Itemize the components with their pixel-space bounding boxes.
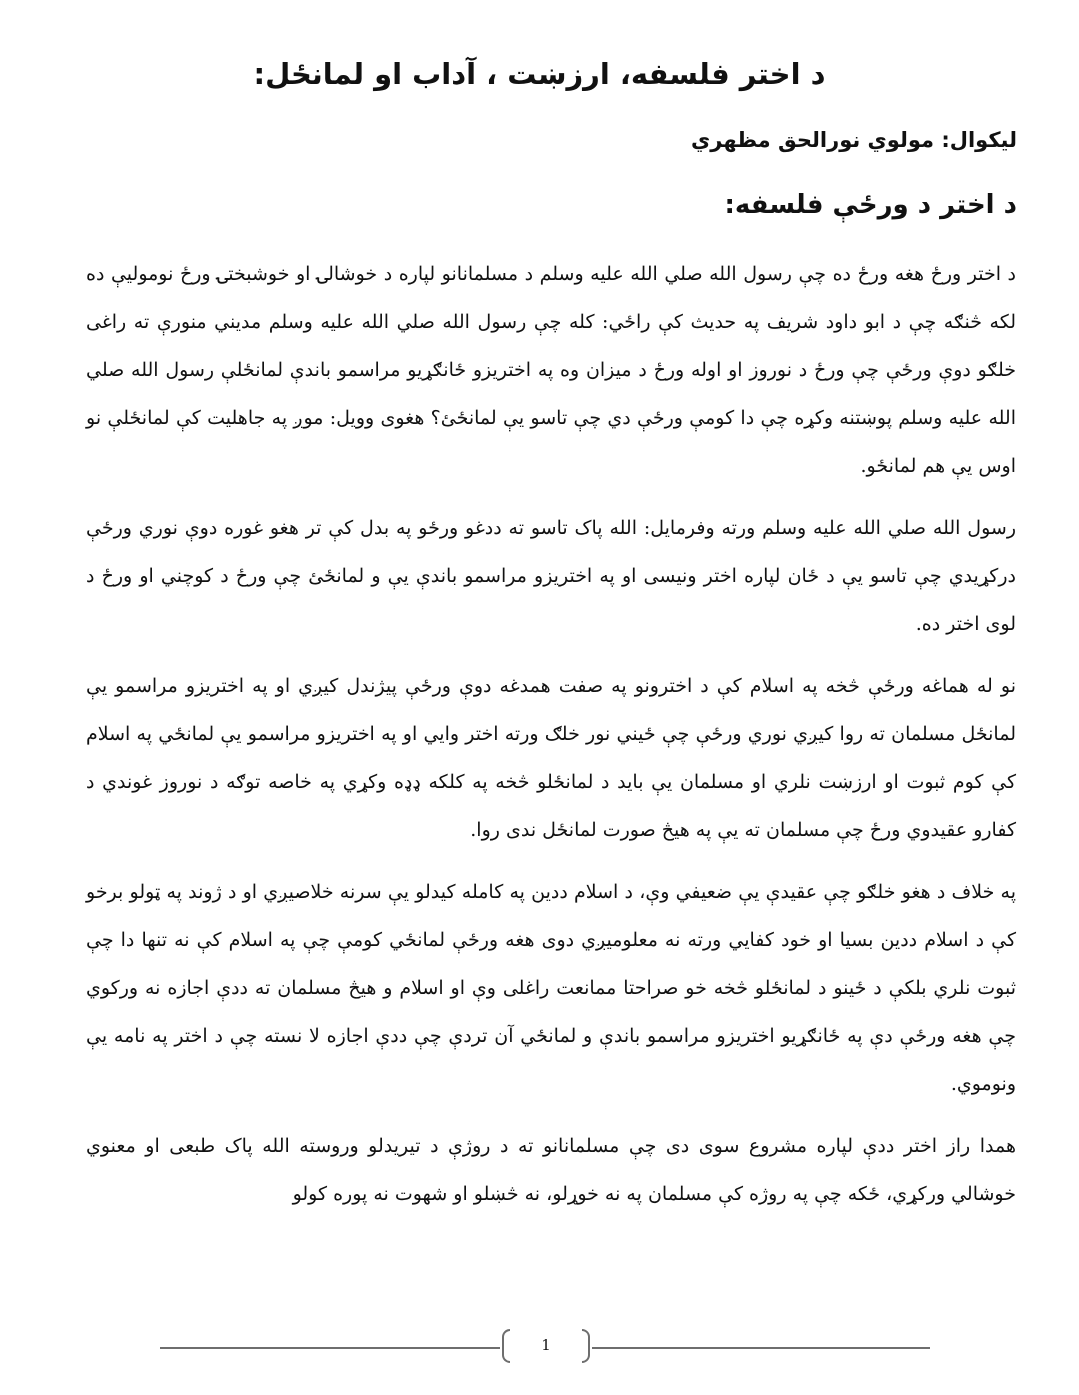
paragraph: د اختر ورځ هغه ورځ ده چې رسول الله صلي الله عليه وسلم د مسلمانانو لپاره د خوشالۍ او خوشبختۍ ورځ نوموليې ده لکه څنګه چې د ابو داود شريف په حديث کې راځي: کله چې رسول الله صلي الله عليه وسلم مديني منورې ته راغی خلګو دوې ورځې چې ورځ د نوروز او اوله ورځ د ميزان وه په اختريزو ځانګړيو مراسمو باندې لمانځلې رسول الله صلي الله عليه وسلم پوښتنه وکړه چې دا کومې ورځې دي چې تاسو يې لمانځئ؟ هغوی وويل: موږ په جاهليت کې لمانځلې نو اوس يې هم لمانځو.: [86, 263, 1016, 477]
paragraph: په خلاف د هغو خلګو چې عقيدې يې ضعيفي وې، د اسلام ددين په کامله کيدلو يې سرنه خلاصيږي او د ژوند په ټولو برخو کې د اسلام ددين بسيا او خود کفايي ورته نه معلوميږي دوی هغه ورځې لمانځي کومې چې په اسلام کې نه تنها دا چې ثبوت نلري بلکې د ځينو د لمانځلو څخه خو صراحتا ممانعت راغلی وې او اسلام و هيڅ مسلمان ته ددې اجازه نه ورکوي چې هغه ورځې دې په ځانګړيو اختريزو مراسمو باندې و لمانځي آن تردې چې ددې اجازه لا نسته چې د اختر په نامه يې ونوموي.: [86, 881, 1016, 1095]
paragraph: رسول الله صلي الله عليه وسلم ورته وفرمايل: الله پاک تاسو ته ددغو ورځو په بدل کې تر هغو غوره دوې نوري ورځې درکړيدي چې تاسو يې د ځان لپاره اختر ونيسی او په اختريزو مراسمو باندې يې و لمانځئ چې ورځ د کوچني او ورځ د لوی اختر ده.: [86, 517, 1016, 635]
page-footer: [160, 1327, 930, 1367]
right-bracket-icon: [582, 1329, 590, 1363]
paragraph: همدا راز اختر ددې لپاره مشروع سوی دی چې مسلمانانو ته د روژې د تيريدلو وروسته الله پاک طبعی او معنوي خوشالي ورکړي، ځکه چې په روژه کې مسلمان په نه خوړلو، نه څښلو او شهوت نه پوره کولو: [86, 1135, 1016, 1205]
page-number-frame: [500, 1329, 592, 1365]
paragraph: نو له هماغه ورځې څخه په اسلام کې د اخترونو په صفت همدغه دوې ورځې پيژندل کيږي او په اختريزو مراسمو يې لمانځل مسلمان ته روا کيږي نوري ورځې چې ځيني نور خلګ ورته اختر وايي او په اختريزو مراسمو يې لمانځي په اسلام کې کوم ثبوت او ارزښت نلري او مسلمان يې بايد د لمانځلو څخه په کلکه ډډه وکړي په خاصه توګه د نوروز غوندي د کفارو عقيدوي ورځ چې مسلمان ته يې په هيڅ صورت لمانځل ندی روا.: [86, 675, 1016, 841]
document-title: د اختر فلسفه، ارزښت ، آداب او لمانځل:: [253, 57, 826, 91]
page-number: 1: [541, 1336, 551, 1354]
footer-rule-right: [592, 1347, 930, 1349]
author-line: ليکوال: مولوي نورالحق مظهري: [691, 128, 1017, 152]
footer-rule-left: [160, 1347, 500, 1349]
section-heading: د اختر د ورځې فلسفه:: [724, 190, 1017, 220]
document-body: [86, 250, 1016, 1232]
